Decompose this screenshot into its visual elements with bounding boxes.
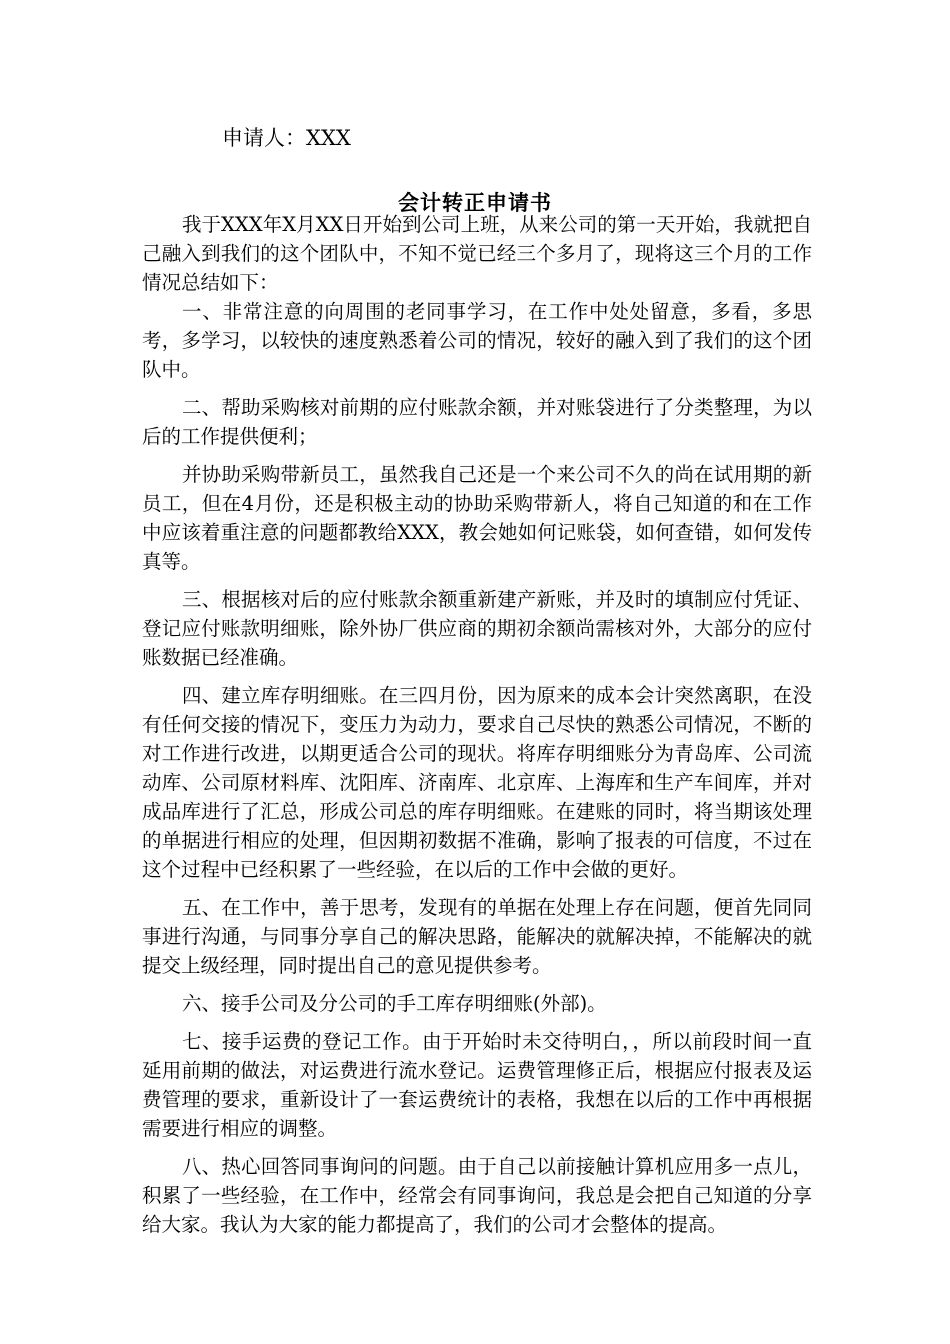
document-title: 会计转正申请书 — [398, 190, 552, 215]
paragraph-2: 二、帮助采购核对前期的应付账款余额，并对账袋进行了分类整理，为以后的工作提供便利； — [142, 396, 812, 448]
paragraph-4: 四、建立库存明细账。在三四月份，因为原来的成本会计突然离职，在没有任何交接的情况下，变压力为动力，要求自己尽快的熟悉公司情况，不断的对工作进行改进，以期更适合公司的现状。将库存明细账分为青岛库、公司流动库、公司原材料库、沈阳库、济南库、北京库、上海库和生产车间库，并对成品库进行了汇总，形成公司总的库存明细账。在建账的同时，将当期该处理的单据进行相应的处理，但因期初数据不准确，影响了报表的可信度，不过在这个过程中已经积累了一些经验，在以后的工作中会做的更好。 — [142, 684, 812, 881]
paragraph-intro: 我于XXX年X月XX日开始到公司上班，从来公司的第一天开始，我就把自己融入到我们的这个团队中，不知不觉已经三个多月了，现将这三个月的工作情况总结如下： — [142, 213, 812, 294]
paragraph-7: 七、接手运费的登记工作。由于开始时未交待明白，，所以前段时间一直延用前期的做法，对运费进行流水登记。运费管理修正后，根据应付报表及运费管理的要求，重新设计了一套运费统计的表格，我想在以后的工作中再根据需要进行相应的调整。 — [142, 1030, 812, 1140]
paragraph-6: 六、接手公司及分公司的手工库存明细账(外部)。 — [181, 992, 607, 1015]
paragraph-5: 五、在工作中，善于思考，发现有的单据在处理上存在问题，便首先同同事进行沟通，与同事分享自己的解决思路，能解决的就解决掉，不能解决的就提交上级经理，同时提出自己的意见提供参考。 — [142, 896, 812, 977]
paragraph-8: 八、热心回答同事询问的问题。由于自己以前接触计算机应用多一点儿，积累了一些经验，在工作中，经常会有同事询问，我总是会把自己知道的分享给大家。我认为大家的能力都提高了，我们的公司才会整体的提高。 — [142, 1155, 812, 1236]
document-body — [142, 210, 812, 1248]
applicant-line: 申请人：XXX — [222, 126, 351, 150]
paragraph-2-continued: 并协助采购带新员工，虽然我自己还是一个来公司不久的尚在试用期的新员工，但在4月份，还是积极主动的协助采购带新人，将自己知道的和在工作中应该着重注意的问题都教给XXX，教会她如何记账袋，如何查错，如何发传真等。 — [142, 463, 812, 573]
paragraph-1: 一、非常注意的向周围的老同事学习，在工作中处处留意，多看，多思考，多学习，以较快的速度熟悉着公司的情况，较好的融入到了我们的这个团队中。 — [142, 300, 812, 381]
paragraph-3: 三、根据核对后的应付账款余额重新建产新账，并及时的填制应付凭证、登记应付账款明细账，除外协厂供应商的期初余额尚需核对外，大部分的应付账数据已经准确。 — [142, 588, 812, 669]
